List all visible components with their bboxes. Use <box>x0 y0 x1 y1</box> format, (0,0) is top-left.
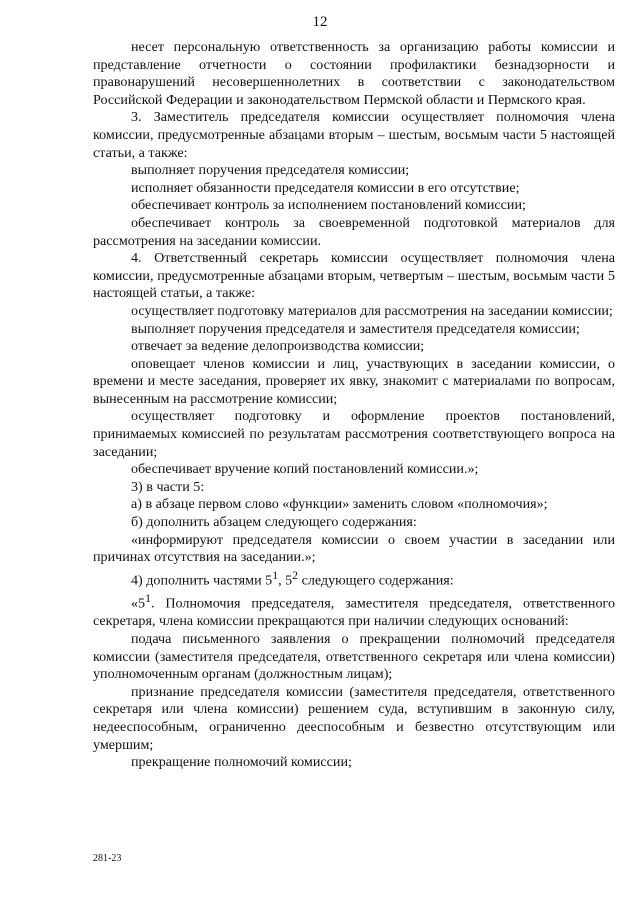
paragraph: обеспечивает контроль за исполнением постановлений комиссии; <box>131 197 526 214</box>
paragraph: 4. Ответственный секретарь комиссии осуществляет полномочия члена комиссии, предусмотренные абзацами вторым, четвертым – шестым, восьмым части 5 настоящей статьи, а также: <box>93 250 615 302</box>
page-number: 12 <box>312 14 328 30</box>
paragraph: оповещает членов комиссии и лиц, участвующих в заседании комиссии, о времени и месте заседания, проверяет их явку, знакомит с материалами по вопросам, вынесенным на рассмотрение комиссии; <box>93 355 615 407</box>
paragraph: обеспечивает контроль за своевременной подготовкой материалов для рассмотрения на заседании комиссии. <box>93 214 615 249</box>
paragraph: исполняет обязанности председателя комиссии в его отсутствие; <box>131 179 520 196</box>
paragraph: осуществляет подготовку материалов для рассмотрения на заседании комиссии; <box>131 302 613 319</box>
paragraph: подача письменного заявления о прекращении полномочий председателя комиссии (заместителя председателя, ответственного секретаря или члена комиссии) уполномоченным органам (должностным лицам); <box>93 630 615 683</box>
paragraph <box>93 590 615 631</box>
superscript: 1 <box>272 568 279 582</box>
text-run: . Полномочия председателя, заместителя председателя, ответственного секретаря, члена комиссии прекращаются при наличии следующих оснований: <box>93 595 615 630</box>
paragraph: а) в абзаце первом слово «функции» заменить словом «полномочия»; <box>131 496 548 513</box>
text-run: , 5 <box>278 572 293 589</box>
text-run: 4) дополнить частями 5 <box>131 572 273 589</box>
document-body <box>93 39 615 772</box>
paragraph: прекращение полномочий комиссии; <box>131 754 352 771</box>
paragraph: признание председателя комиссии (заместителя председателя, ответственного секретаря или члена комиссии) решением суда, вступившим в законную силу, недееспособным, ограниченно дееспособным и безвестно отсутствующим или умершим; <box>93 683 615 753</box>
paragraph: б) дополнить абзацем следующего содержания: <box>131 514 417 531</box>
paragraph: выполняет поручения председателя комиссии; <box>131 162 410 179</box>
paragraph: выполняет поручения председателя и заместителя председателя комиссии; <box>131 320 580 337</box>
paragraph: отвечает за ведение делопроизводства комиссии; <box>131 338 425 355</box>
text-run: следующего содержания: <box>298 572 454 589</box>
paragraph <box>93 567 615 590</box>
paragraph: 3. Заместитель председателя комиссии осуществляет полномочия члена комиссии, предусмотренные абзацами вторым – шестым, восьмым части 5 настоящей статьи, а также: <box>93 109 615 161</box>
document-code: 281-23 <box>93 853 122 864</box>
superscript: 1 <box>145 592 151 606</box>
paragraph: осуществляет подготовку и оформление проектов постановлений, принимаемых комиссией по результатам рассмотрения соответствующего вопроса на заседании; <box>93 408 615 460</box>
paragraph: несет персональную ответственность за организацию работы комиссии и представление отчетности о состоянии профилактики безнадзорности и правонарушений несовершеннолетних в соответствии с законодательством Российской Федерации и законодательством Пермской области и Пермского края. <box>93 39 615 108</box>
paragraph: «информируют председателя комиссии о своем участии в заседании или причинах отсутствия на заседании.»; <box>93 531 615 566</box>
paragraph: обеспечивает вручение копий постановлений комиссии.»; <box>131 461 479 478</box>
text-run: «5 <box>131 595 146 612</box>
superscript: 2 <box>292 568 299 582</box>
paragraph: 3) в части 5: <box>131 478 205 495</box>
